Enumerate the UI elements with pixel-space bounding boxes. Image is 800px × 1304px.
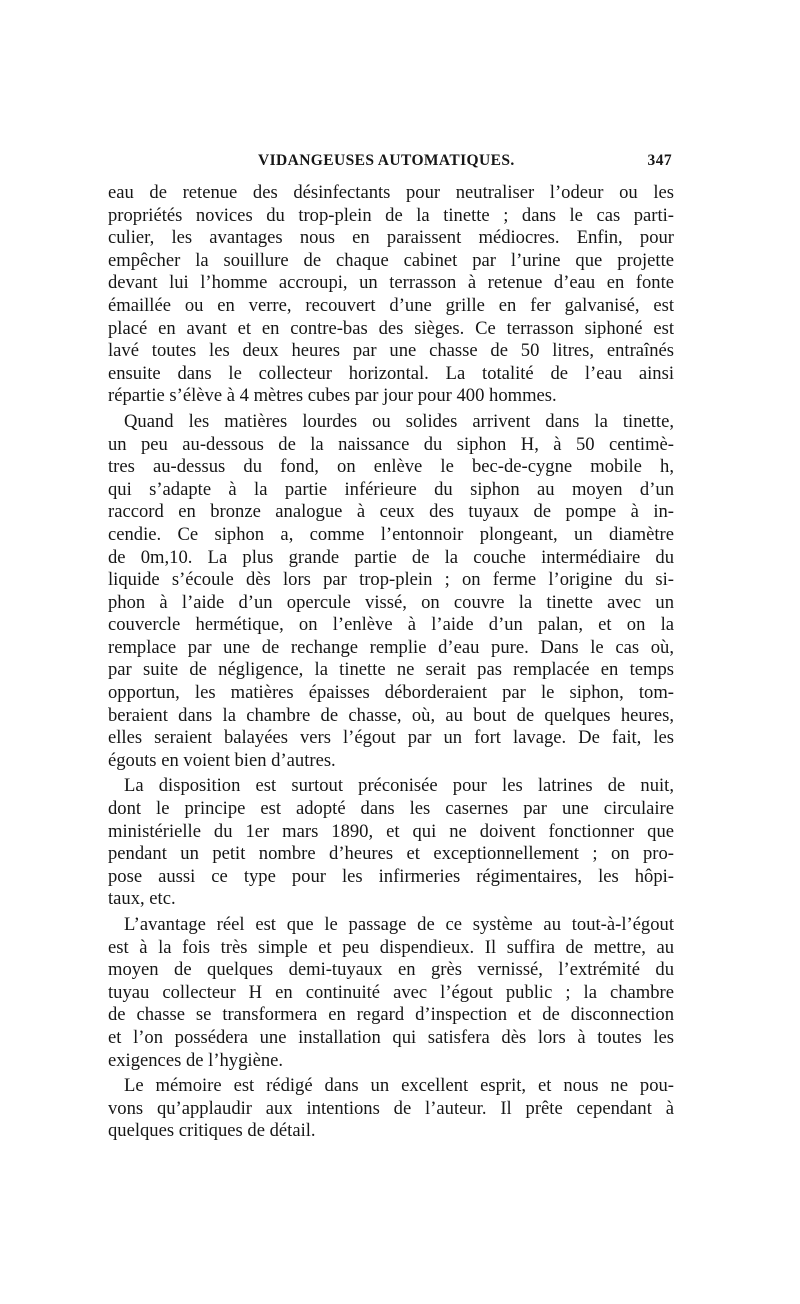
text-line: dont le principe est adopté dans les casernes par une circulaire bbox=[108, 798, 674, 820]
text-line: tuyau collecteur H en continuité avec l’égout public ; la chambre bbox=[108, 981, 674, 1003]
text-line: elles seraient balayées vers l’égout par un fort lavage. De fait, les bbox=[108, 727, 674, 749]
text-line: Le mémoire est rédigé dans un excellent esprit, et nous ne pou- bbox=[124, 1075, 674, 1097]
text-line: pose aussi ce type pour les infirmeries régimentaires, les hôpi- bbox=[108, 865, 674, 887]
text-line: raccord en bronze analogue à ceux des tuyaux de pompe à in- bbox=[108, 501, 674, 523]
book-page bbox=[108, 148, 674, 1143]
text-line: La disposition est surtout préconisée pour les latrines de nuit, bbox=[124, 775, 674, 797]
text-line: liquide s’écoule dès lors par trop-plein ; on ferme l’origine du si- bbox=[108, 569, 674, 591]
text-line: placé en avant et en contre-bas des sièges. Ce terrasson siphoné est bbox=[108, 317, 674, 339]
text-line: opportun, les matières épaisses déborderaient par le siphon, tom- bbox=[108, 682, 674, 704]
text-line: beraient dans la chambre de chasse, où, au bout de quelques heures, bbox=[108, 704, 674, 726]
text-line: tres au-dessus du fond, on enlève le bec-de-cygne mobile h, bbox=[108, 456, 674, 478]
text-line: de 0m,10. La plus grande partie de la couche intermédiaire du bbox=[108, 546, 674, 568]
text-line: cendie. Ce siphon a, comme l’entonnoir plongeant, un diamètre bbox=[108, 523, 674, 545]
text-line: empêcher la souillure de chaque cabinet par l’urine que projette bbox=[108, 249, 674, 271]
body-text bbox=[108, 182, 674, 1143]
text-line: vons qu’applaudir aux intentions de l’auteur. Il prête cependant à bbox=[108, 1097, 674, 1119]
text-line: Quand les matières lourdes ou solides arrivent dans la tinette, bbox=[124, 410, 674, 432]
text-line: et l’on possédera une installation qui satisfera dès lors à toutes les bbox=[108, 1026, 674, 1048]
text-line: eau de retenue des désinfectants pour neutraliser l’odeur ou les bbox=[108, 182, 674, 203]
text-line: phon à l’aide d’un opercule vissé, on couvre la tinette avec un bbox=[108, 591, 674, 613]
text-line: ensuite dans le collecteur horizontal. La totalité de l’eau ainsi bbox=[108, 362, 674, 384]
text-line: émaillée ou en verre, recouvert d’une grille en fer galvanisé, est bbox=[108, 294, 674, 316]
text-line: couvercle hermétique, on l’enlève à l’aide d’un palan, et on la bbox=[108, 614, 674, 636]
text-line: de chasse se transformera en regard d’inspection et de disconnection bbox=[108, 1004, 674, 1026]
page-header bbox=[108, 148, 674, 182]
text-line: par suite de négligence, la tinette ne serait pas remplacée en temps bbox=[108, 659, 674, 681]
text-line: lavé toutes les deux heures par une chasse de 50 litres, entraînés bbox=[108, 340, 674, 362]
text-line: devant lui l’homme accroupi, un terrasson à retenue d’eau en fonte bbox=[108, 272, 674, 294]
text-line: est à la fois très simple et peu dispendieux. Il suffira de mettre, au bbox=[108, 936, 674, 958]
text-line: un peu au-dessous de la naissance du siphon H, à 50 centimè- bbox=[108, 433, 674, 455]
text-line: ministérielle du 1er mars 1890, et qui ne doivent fonctionner que bbox=[108, 820, 674, 842]
text-line: pendant un petit nombre d’heures et exceptionnellement ; on pro- bbox=[108, 843, 674, 865]
text-line: répartie s’élève à 4 mètres cubes par jour pour 400 hommes. bbox=[108, 385, 557, 407]
text-line: qui s’adapte à la partie inférieure du siphon au moyen d’un bbox=[108, 478, 674, 500]
text-line: propriétés novices du trop-plein de la tinette ; dans le cas parti- bbox=[108, 204, 674, 226]
paragraph bbox=[108, 1075, 674, 1143]
paragraph bbox=[108, 914, 674, 1072]
text-line: quelques critiques de détail. bbox=[108, 1120, 316, 1142]
text-line: L’avantage réel est que le passage de ce système au tout-à-l’égout bbox=[124, 914, 674, 935]
text-line: moyen de quelques demi-tuyaux en grès vernissé, l’extrémité du bbox=[108, 959, 674, 981]
paragraph bbox=[108, 775, 674, 911]
text-line: exigences de l’hygiène. bbox=[108, 1049, 284, 1071]
text-line: culier, les avantages nous en paraissent médiocres. Enfin, pour bbox=[108, 227, 674, 249]
text-line: égouts en voient bien d’autres. bbox=[108, 749, 336, 771]
paragraph bbox=[108, 182, 674, 408]
running-title: VIDANGEUSES AUTOMATIQUES. bbox=[258, 152, 515, 169]
text-line: taux, etc. bbox=[108, 888, 176, 910]
page-number: 347 bbox=[647, 152, 672, 169]
text-line: remplace par une de rechange remplie d’eau pure. Dans le cas où, bbox=[108, 636, 674, 658]
paragraph bbox=[108, 411, 674, 773]
